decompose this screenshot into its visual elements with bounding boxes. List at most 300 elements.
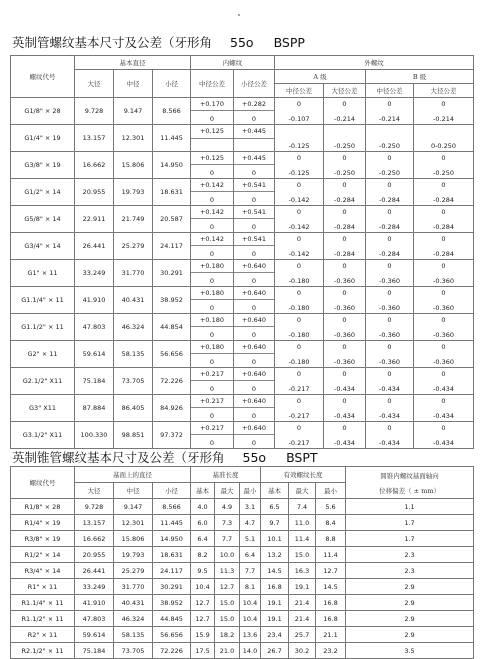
cell-ref-max: 4.9 [215,499,240,515]
cell-eff-min: 16.8 [316,595,346,611]
tol-upper: +0.541 [234,206,274,219]
tol-upper: +0.640 [234,314,274,327]
cell-axial-tol: 1.7 [346,515,474,531]
cell-int-minor [234,368,275,395]
cell-eff-basic: 14.5 [261,563,289,579]
cell-ref-min: 6.4 [240,547,261,563]
tol-lower: 0 [251,169,257,177]
cell-int-pitch [191,314,234,341]
tol-lower: -0.180 [288,277,310,285]
cell-eff-min: 8.4 [316,515,346,531]
tol-lower: -0.360 [379,358,400,366]
tol-lower: 0 [209,412,215,420]
tol-upper: 0 [296,208,302,216]
tol-lower: 0 [251,223,257,231]
cell-b-major [414,98,474,125]
tol-lower: -0.142 [288,250,310,258]
tol-empty [191,139,233,152]
cell-major: 41.910 [75,595,114,611]
cell-a-pitch [275,233,324,260]
cell-a-major [324,233,366,260]
col2-axial-tol [346,467,474,499]
tol-lower: 0 [209,277,215,285]
cell-a-pitch [275,260,324,287]
tol-empty [366,125,413,138]
tol-upper: 0 [296,343,302,351]
cell-ref-basic: 10.4 [191,579,215,595]
table2-title-text: 英制锥管螺纹基本尺寸及公差（牙形角 [12,450,225,465]
tol-upper: 0 [296,100,302,108]
cell-code: G3/8" × 19 [11,152,75,179]
tol-upper: 0 [441,424,446,432]
tol-upper: 0 [342,181,347,189]
col-a-pitch-tol: 中径公差 [275,84,324,98]
cell-a-major [324,179,366,206]
cell-int-minor [234,98,275,125]
cell-minor: 14.950 [153,531,191,547]
col-thread-code: 螺纹代号 [11,56,75,98]
cell-code: G2" × 11 [11,341,75,368]
tol-lower: -0.214 [433,115,454,123]
cell-int-minor [234,260,275,287]
tol-lower: 0 [209,439,215,447]
cell-a-major [324,206,366,233]
cell-int-pitch [191,233,234,260]
tol-lower: 0 [251,196,257,204]
cell-eff-min: 21.1 [316,627,346,643]
cell-int-minor [234,152,275,179]
cell-eff-basic: 23.4 [261,627,289,643]
tol-lower: 0 [251,358,257,366]
tol-upper: +0.180 [191,341,233,354]
tol-upper: 0 [296,262,302,270]
col2-base-diameter: 基面上的直径 [75,467,191,483]
tol-lower: 0 [209,304,215,312]
tol-lower: -0.284 [433,250,454,258]
cell-b-major [414,422,474,449]
cell-pitch: 15.806 [114,531,153,547]
tol-lower: -0.284 [433,223,454,231]
cell-axial-tol: 2.9 [346,627,474,643]
cell-b-major [414,287,474,314]
table-row [11,422,474,449]
tol-lower: 0 [251,277,257,285]
cell-axial-tol: 2.3 [346,547,474,563]
tol-upper: 0 [441,100,446,108]
cell-ref-max: 12.7 [215,579,240,595]
tol-upper: 0 [296,235,302,243]
cell-int-pitch [191,179,234,206]
table-row [11,152,474,179]
tol-upper: 0 [387,316,392,324]
tol-upper: 0 [296,289,302,297]
cell-eff-max: 11.4 [289,531,316,547]
tol-upper: 0 [296,397,302,405]
cell-major: 26.441 [75,563,114,579]
cell-int-minor [234,233,275,260]
cell-b-pitch [366,179,414,206]
cell-pitch: 40.431 [114,287,153,314]
tol-upper: 0 [342,100,347,108]
tol-upper: +0.640 [234,422,274,435]
cell-minor: 56.656 [153,341,191,368]
tol-value: +0.125 [191,125,233,139]
cell-code: G1.1/2" × 11 [11,314,75,341]
table-row [11,595,474,611]
tol-upper: +0.125 [191,152,233,165]
cell-major: 20.955 [75,547,114,563]
cell-code: G1.1/4" × 11 [11,287,75,314]
col-b-pitch-tol: 中径公差 [366,84,414,98]
tol-upper: +0.180 [191,314,233,327]
tol-upper: 0 [387,289,392,297]
cell-major: 33.249 [75,260,114,287]
cell-code: R2.1/2" × 11 [11,643,75,659]
tol-lower: -0.142 [288,223,310,231]
table-row [11,547,474,563]
cell-code: R2" × 11 [11,627,75,643]
cell-pitch: 19.793 [114,179,153,206]
cell-int-pitch [191,260,234,287]
tol-lower: -0.214 [334,115,355,123]
cell-eff-max: 11.0 [289,515,316,531]
tol-empty [324,125,365,138]
cell-pitch: 25.279 [114,233,153,260]
table-row [11,531,474,547]
cell-ref-max: 11.3 [215,563,240,579]
table-row [11,499,474,515]
cell-major: 47.803 [75,611,114,627]
tol-upper: +0.217 [191,368,233,381]
col2-axial-tol-line1: 圆锥内螺纹基面轴向 [380,471,439,480]
cell-ref-max: 7.7 [215,531,240,547]
tol-lower: -0.434 [433,385,454,393]
tol-upper: 0 [387,100,392,108]
cell-minor: 72.226 [153,368,191,395]
table-row [11,206,474,233]
cell-minor: 18.631 [153,547,191,563]
cell-eff-min: 12.7 [316,563,346,579]
col-minor: 小径 [153,70,191,98]
cell-pitch: 58.135 [114,627,153,643]
col-int-pitch-tol: 中径公差 [191,70,234,98]
cell-minor: 11.445 [153,515,191,531]
tol-empty [275,125,323,138]
tol-lower: -0.107 [288,115,310,123]
cell-pitch: 58.135 [114,341,153,368]
cell-b-pitch [366,395,414,422]
cell-a-pitch [275,206,324,233]
cell-b-pitch [366,422,414,449]
cell-axial-tol: 2.9 [346,611,474,627]
tol-lower: 0 [209,223,215,231]
cell-pitch: 98.851 [114,422,153,449]
cell-code: G5/8" × 14 [11,206,75,233]
cell-axial-tol: 2.9 [346,579,474,595]
table2-code: BSPT [286,450,318,465]
tol-lower: -0.360 [379,331,400,339]
cell-pitch: 86.405 [114,395,153,422]
tol-lower: -0.360 [334,277,355,285]
cell-code: R3/4" × 14 [11,563,75,579]
tol-upper: 0 [387,370,392,378]
cell-code: R1/2" × 14 [11,547,75,563]
cell-major: 9.728 [75,98,114,125]
tol-lower: 0 [209,115,215,123]
cell-axial-tol: 1.7 [346,531,474,547]
cell-eff-min: 8.8 [316,531,346,547]
cell-b-pitch [366,233,414,260]
tol-upper: 0 [342,370,347,378]
cell-axial-tol: 1.1 [346,499,474,515]
col2-major: 大径 [75,483,114,499]
cell-pitch: 46.324 [114,611,153,627]
cell-eff-max: 25.7 [289,627,316,643]
col-grade-a: A 级 [275,70,366,84]
tol-lower: -0.360 [433,331,454,339]
cell-ref-basic: 6.0 [191,515,215,531]
tol-lower: -0.434 [334,439,355,447]
table-row [11,287,474,314]
cell-ref-min: 3.1 [240,499,261,515]
tol-lower: 0 [209,385,215,393]
tol-lower: 0 [209,169,215,177]
cell-code: G3" X11 [11,395,75,422]
cell-b-pitch [366,98,414,125]
cell-code: G3.1/2" X11 [11,422,75,449]
table-row [11,260,474,287]
table-row [11,611,474,627]
cell-pitch: 12.301 [114,515,153,531]
table-row [11,643,474,659]
cell-a-major [324,152,366,179]
cell-pitch: 25.279 [114,563,153,579]
bspp-table [10,55,474,449]
cell-minor: 56.656 [153,627,191,643]
tol-lower: -0.434 [433,439,454,447]
tol-upper: +0.180 [191,287,233,300]
tol-upper: 0 [342,316,347,324]
tol-upper: +0.640 [234,341,274,354]
tol-upper: 0 [342,235,347,243]
cell-minor: 38.952 [153,595,191,611]
cell-minor: 44.854 [153,314,191,341]
cell-b-pitch [366,287,414,314]
col2-minor: 小径 [153,483,191,499]
tol-lower: -0.180 [288,304,310,312]
tol-upper: 0 [441,343,446,351]
cell-eff-max: 21.4 [289,611,316,627]
col-a-major-tol: 大径公差 [324,84,366,98]
cell-a-pitch [275,125,324,152]
cell-ref-max: 10.0 [215,547,240,563]
cell-eff-max: 21.4 [289,595,316,611]
tol-upper: +0.282 [234,98,274,111]
cell-ref-max: 21.0 [215,643,240,659]
cell-a-major [324,341,366,368]
tol-value: -0.125 [288,142,310,150]
cell-ref-basic: 6.4 [191,531,215,547]
cell-major: 26.441 [75,233,114,260]
cell-a-pitch [275,395,324,422]
tol-lower: 0 [251,385,257,393]
cell-minor: 97.372 [153,422,191,449]
cell-pitch: 15.806 [114,152,153,179]
tol-lower: 0 [209,358,215,366]
tol-lower: 0 [209,196,215,204]
cell-b-major [414,260,474,287]
cell-int-pitch [191,152,234,179]
cell-int-pitch [191,98,234,125]
cell-eff-max: 15.0 [289,547,316,563]
cell-minor: 14.950 [153,152,191,179]
col-external-thread: 外螺纹 [275,56,474,70]
cell-major: 16.662 [75,152,114,179]
cell-major: 41.910 [75,287,114,314]
cell-b-major [414,125,474,152]
cell-ref-min: 4.7 [240,515,261,531]
tol-upper: 0 [441,370,446,378]
cell-a-major [324,422,366,449]
tol-upper: +0.217 [191,422,233,435]
col2-eff-length: 有效螺纹长度 [261,467,346,483]
cell-int-minor [234,314,275,341]
cell-minor: 30.291 [153,579,191,595]
tol-lower: 0 [251,439,257,447]
cell-eff-min: 14.5 [316,579,346,595]
cell-ref-max: 7.3 [215,515,240,531]
cell-major: 59.614 [75,341,114,368]
tol-upper: 0 [342,397,347,405]
tol-lower: -0.284 [379,196,400,204]
cell-b-major [414,314,474,341]
tol-upper: 0 [342,154,347,162]
cell-int-minor [234,206,275,233]
table-row [11,563,474,579]
cell-int-pitch [191,287,234,314]
cell-pitch: 31.770 [114,260,153,287]
tol-upper: 0 [296,181,302,189]
tol-empty [414,125,473,138]
tol-upper: +0.640 [234,368,274,381]
cell-ref-min: 13.6 [240,627,261,643]
col2-eff-max: 最大 [289,483,316,499]
tol-upper: 0 [441,235,446,243]
tol-lower: -0.284 [433,196,454,204]
cell-code: G1/2" × 14 [11,179,75,206]
tol-upper: 0 [342,424,347,432]
cell-pitch: 9.147 [114,98,153,125]
tol-upper: 0 [387,235,392,243]
tol-upper: +0.180 [191,260,233,273]
table-row [11,579,474,595]
cell-axial-tol: 2.9 [346,595,474,611]
tol-upper: +0.170 [191,98,233,111]
tol-upper: 0 [342,343,347,351]
cell-major: 75.184 [75,368,114,395]
tol-upper: 0 [441,316,446,324]
cell-minor: 44.845 [153,611,191,627]
cell-eff-min: 11.4 [316,547,346,563]
table1-angle: 55o [230,35,254,50]
cell-a-major [324,287,366,314]
cell-ref-basic: 15.9 [191,627,215,643]
cell-b-pitch [366,152,414,179]
cell-b-major [414,179,474,206]
cell-ref-basic: 8.2 [191,547,215,563]
cell-major: 20.955 [75,179,114,206]
tol-upper: 0 [441,397,446,405]
cell-eff-basic: 6.5 [261,499,289,515]
cell-axial-tol: 3.5 [346,643,474,659]
tol-lower: -0.360 [334,304,355,312]
cell-pitch: 73.705 [114,368,153,395]
tol-upper: 0 [387,397,392,405]
tol-value: -0.250 [379,142,400,150]
cell-ref-min: 10.4 [240,611,261,627]
col-basic-diameter: 基本直径 [75,56,191,70]
tol-lower: 0 [251,250,257,258]
cell-pitch: 19.793 [114,547,153,563]
tol-lower: -0.250 [433,169,454,177]
scan-dot [238,14,240,16]
cell-major: 75.184 [75,643,114,659]
cell-eff-basic: 19.1 [261,595,289,611]
cell-minor: 18.631 [153,179,191,206]
tol-lower: -0.125 [288,169,310,177]
table2-angle: 55o [242,450,267,465]
tol-lower: -0.434 [379,439,400,447]
tol-upper: +0.142 [191,179,233,192]
cell-a-pitch [275,179,324,206]
tol-lower: -0.360 [433,277,454,285]
cell-b-major [414,206,474,233]
table-row [11,368,474,395]
tol-lower: -0.434 [379,385,400,393]
tol-upper: 0 [296,154,302,162]
cell-b-pitch [366,368,414,395]
col-major: 大径 [75,70,114,98]
cell-eff-max: 19.1 [289,579,316,595]
tol-lower: -0.360 [334,358,355,366]
cell-ref-basic: 12.7 [191,611,215,627]
col2-eff-min: 最小 [316,483,346,499]
cell-code: G1" × 11 [11,260,75,287]
table-row [11,515,474,531]
tol-lower: -0.360 [334,331,355,339]
cell-b-pitch [366,314,414,341]
tol-upper: 0 [387,424,392,432]
tol-upper: 0 [441,181,446,189]
col2-max: 最大 [215,483,240,499]
cell-pitch: 12.301 [114,125,153,152]
table1-code: BSPP [273,35,305,50]
cell-ref-min: 8.1 [240,579,261,595]
cell-major: 13.157 [75,125,114,152]
cell-a-major [324,125,366,152]
col2-axial-tol-line2: 位移偏差（ ± mm） [379,486,440,495]
cell-major: 22.911 [75,206,114,233]
cell-eff-min: 16.8 [316,611,346,627]
tol-lower: -0.284 [379,250,400,258]
tol-lower: -0.180 [288,358,310,366]
cell-ref-basic: 4.0 [191,499,215,515]
table1-title-text: 英制管螺纹基本尺寸及公差（牙形角 [12,35,213,50]
cell-b-major [414,395,474,422]
cell-ref-min: 14.0 [240,643,261,659]
cell-a-pitch [275,341,324,368]
tol-lower: -0.250 [379,169,400,177]
